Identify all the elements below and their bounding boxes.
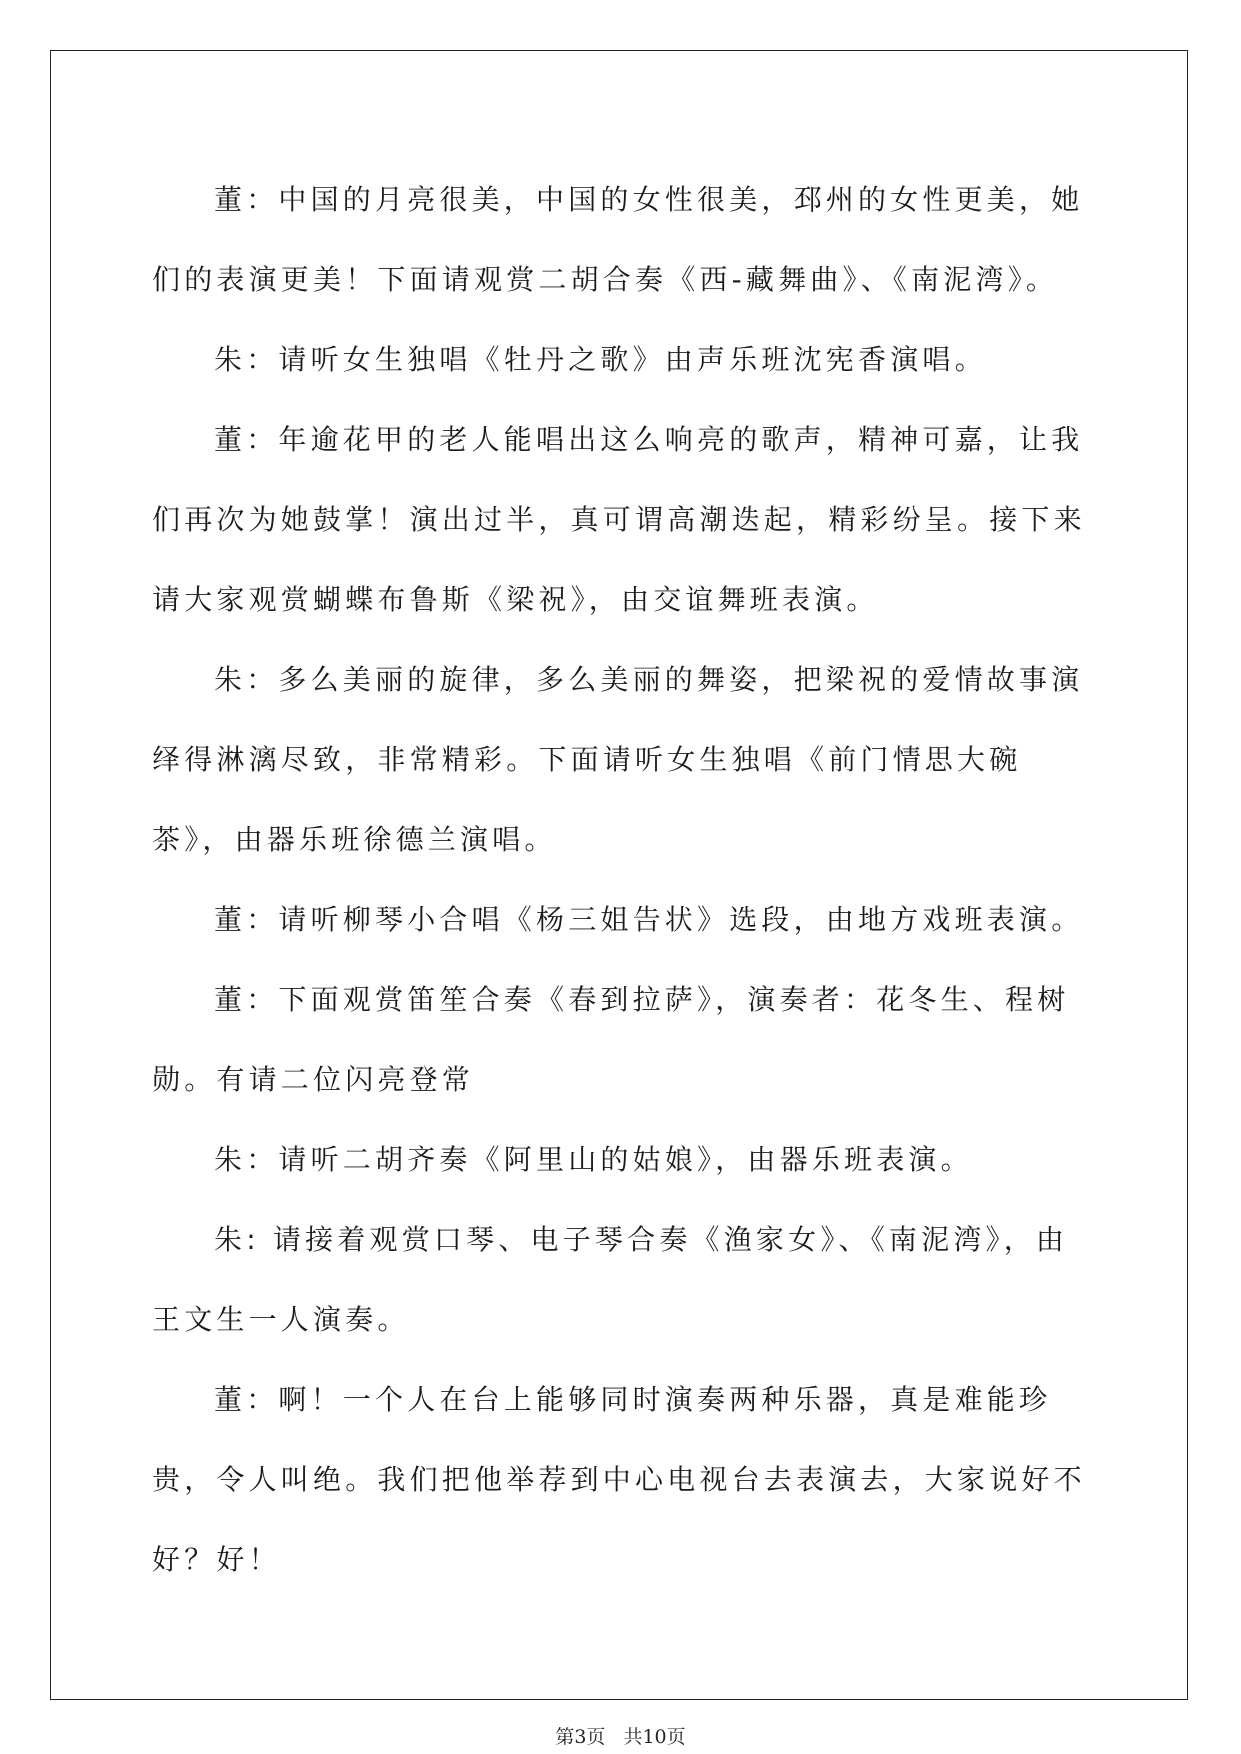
paragraph: 董：年逾花甲的老人能唱出这么响亮的歌声，精神可嘉，让我们再次为她鼓掌！演出过半，真可谓高潮迭起，精彩纷呈。接下来请大家观赏蝴蝶布鲁斯《梁祝》，由交谊舞班表演。 xyxy=(152,423,1086,616)
page-number: 第3页 xyxy=(555,1726,606,1748)
paragraph: 朱：请听二胡齐奏《阿里山的姑娘》，由器乐班表演。 xyxy=(214,1143,973,1176)
paragraph: 董：啊！一个人在台上能够同时演奏两种乐器，真是难能珍贵，令人叫绝。我们把他举荐到中心电视台去表演去，大家说好不好？好！ xyxy=(152,1383,1086,1576)
paragraph: 朱：请听女生独唱《牡丹之歌》由声乐班沈宪香演唱。 xyxy=(214,343,987,376)
paragraph: 董：请听柳琴小合唱《杨三姐告状》选段，由地方戏班表演。 xyxy=(214,903,1084,936)
paragraph: 朱: 请接着观赏口琴、电子琴合奏《渔家女》、《南泥湾》，由王文生一人演奏。 xyxy=(152,1223,1069,1336)
paragraph: 朱：多么美丽的旋律，多么美丽的舞姿，把梁祝的爱情故事演绎得淋漓尽致，非常精彩。下面请听女生独唱《前门情思大碗茶》，由器乐班徐德兰演唱。 xyxy=(152,663,1084,856)
paragraph: 董：下面观赏笛笙合奏《春到拉萨》，演奏者：花冬生、程树勋。有请二位闪亮登常 xyxy=(152,983,1070,1096)
paragraph: 董：中国的月亮很美，中国的女性很美，邳州的女性更美，她们的表演更美！下面请观赏二胡合奏《西-藏舞曲》、《南泥湾》。 xyxy=(152,183,1084,296)
page-footer xyxy=(0,1722,1241,1749)
document-body xyxy=(152,160,1087,1600)
page-total: 共10页 xyxy=(623,1726,686,1748)
